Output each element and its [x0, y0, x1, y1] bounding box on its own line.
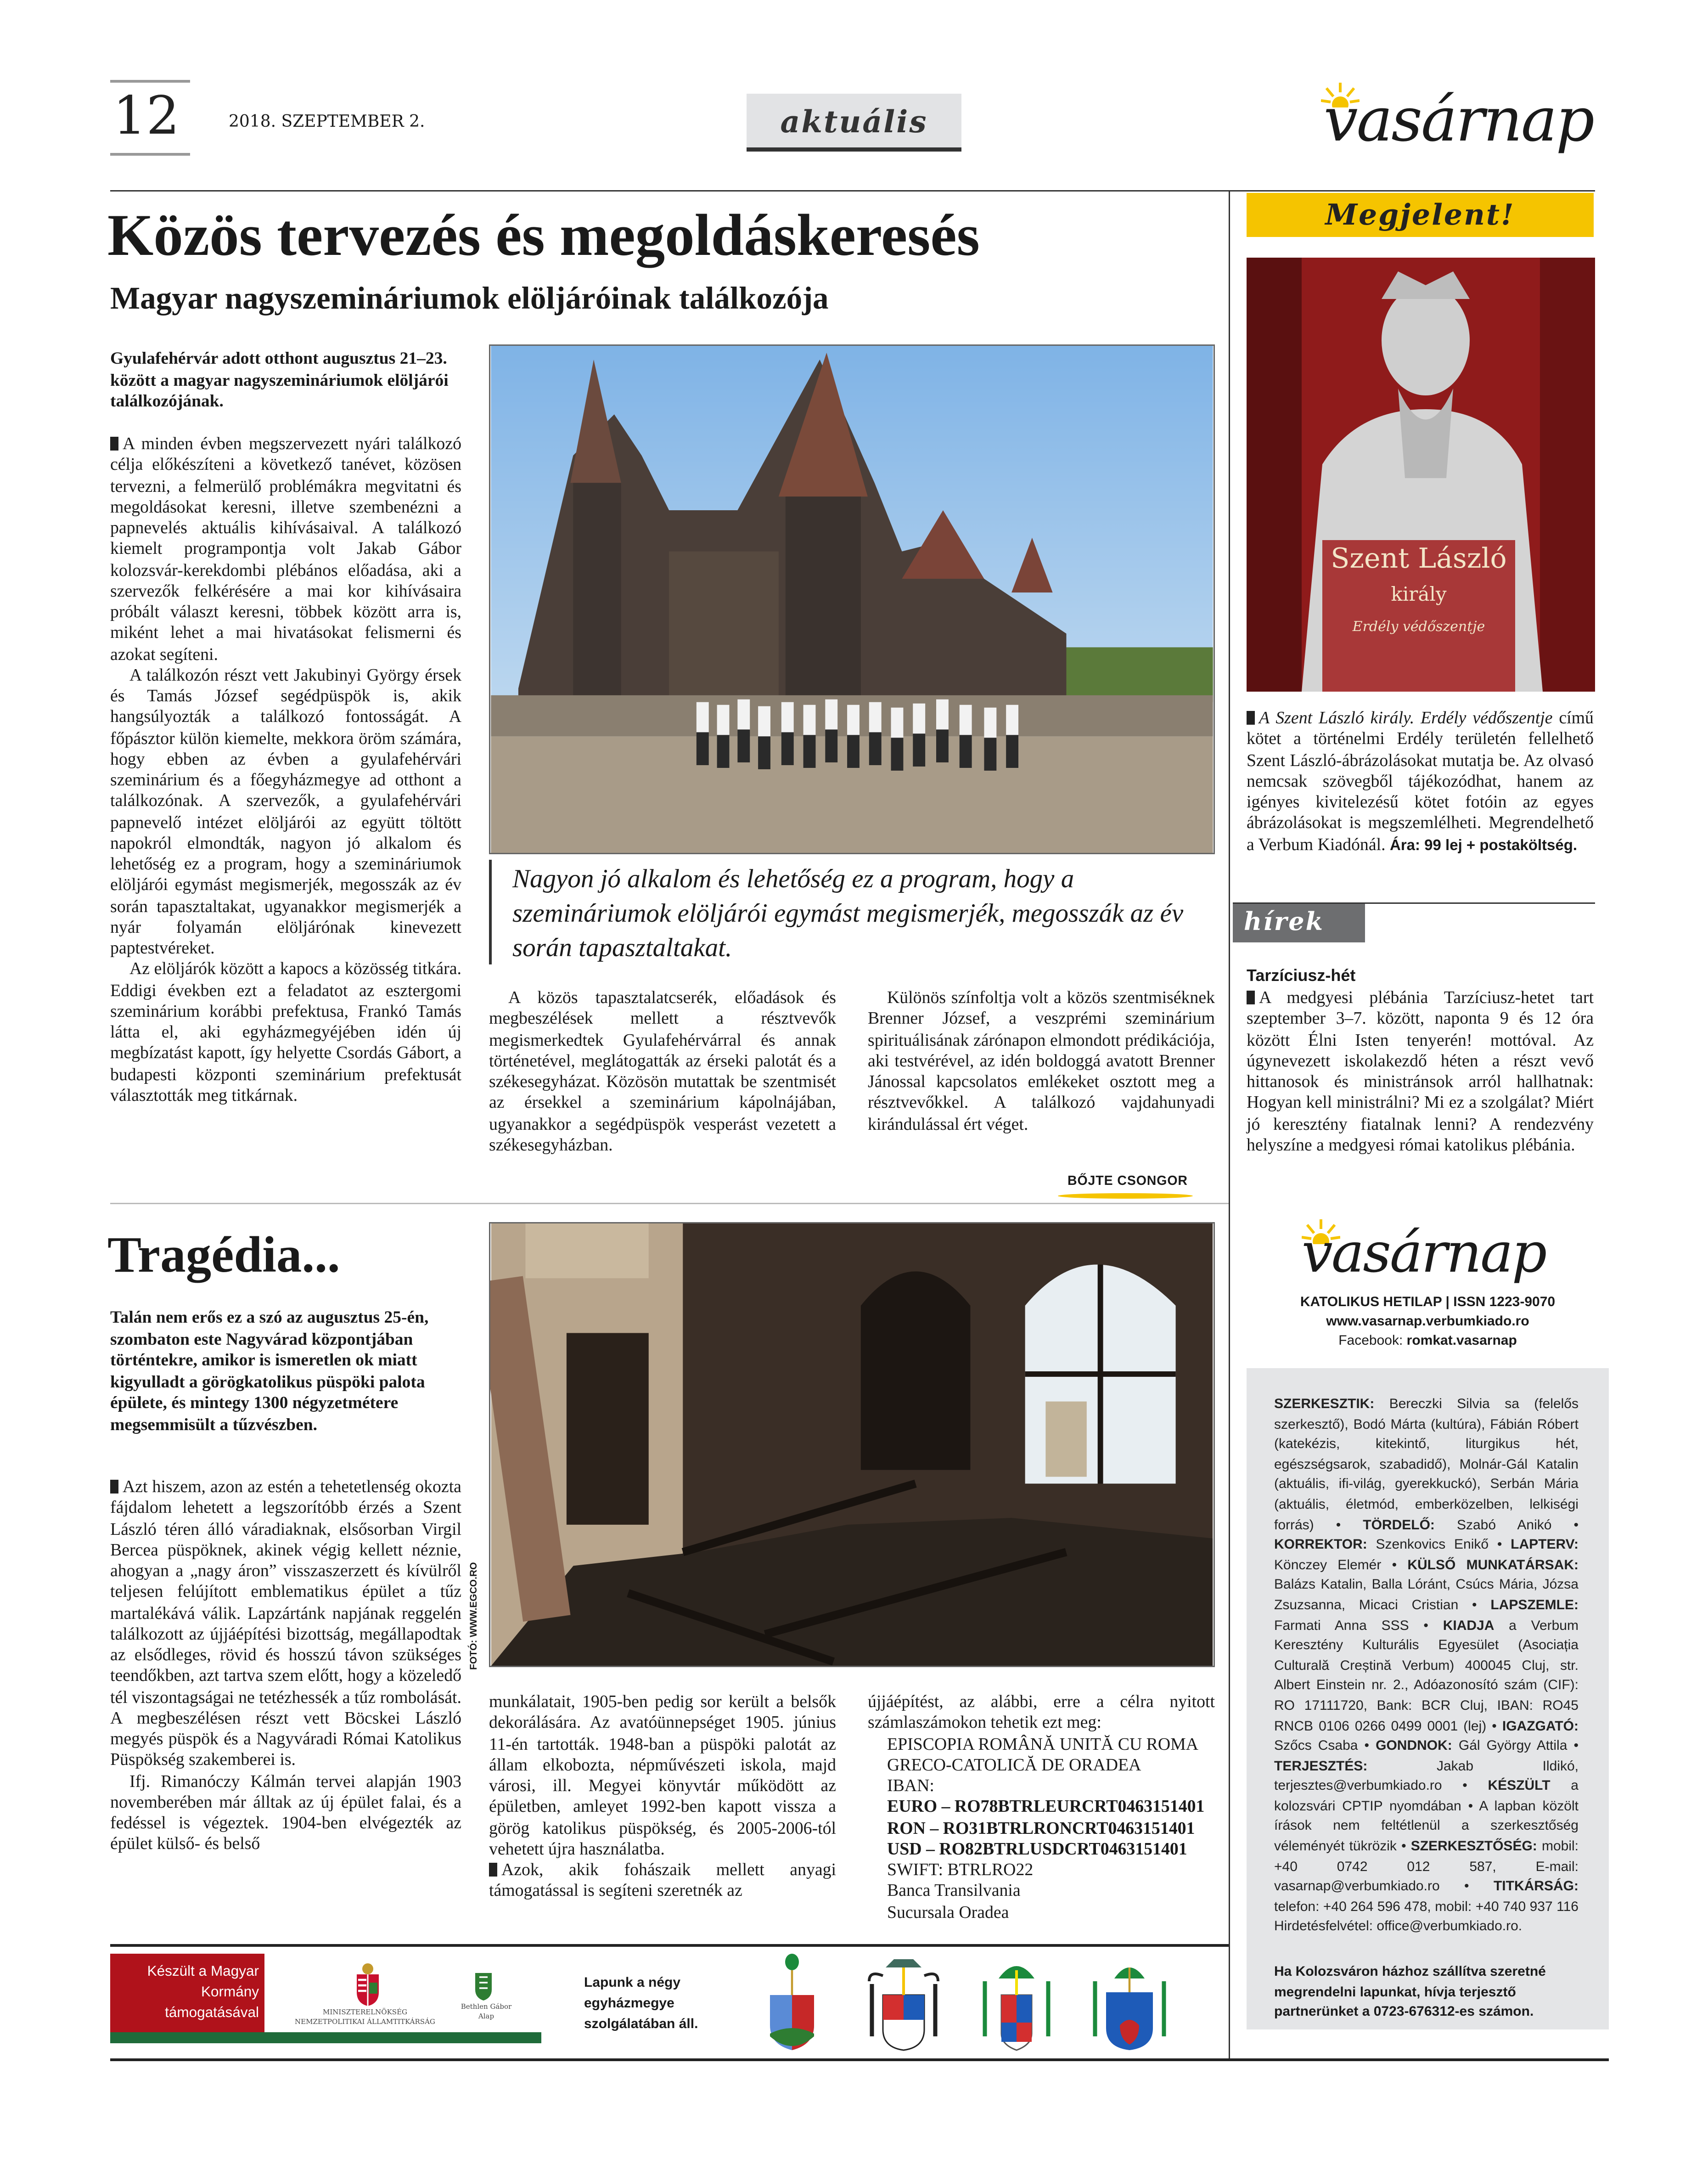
paragraph: Azok, akik fohászaik mellett anyagi támogatással is segíteni szeretnék az — [489, 1860, 836, 1900]
footer-rule-bottom — [110, 2058, 1609, 2061]
paragraph: A minden évben megszervezett nyári találkozó célja előkészíteni a következő tanévet, közösen tervezni, a felmerülő problémákra megvitatni és megoldásokat keresni, illetve szembenézni a papnevelés aktuális kihívásaival. A találkozó kiemelt programpontja volt Jakab Gábor kolozsvár-kerekdombi plébános előadása, aki a szervezők felkérésére a mai kor kihívásaira próbált választ keresni, többek között arra is, miként lehet a mai hivatásokat felismerni és azokat segíteni. — [110, 434, 461, 664]
paragraph: Azt hiszem, azon az estén a tehetetlenség okozta fájdalom lehetett a legszorítóbb érzés a Szent László téren álló váradiaknak, elsősorban Virgil Bercea püspöknek, akinek végig kellett néznie, ahogyan a „nagy áron” visszaszerzett és kívülről teljesen felújított emblematikus épület a tűz martalékává válik. Lapzártánk napjának reggelén találkozott az újjáépítési bizottság, megállapodtak az elsődleges, rövid és hosszú távon szükséges teendőkben, azt tartva szem előtt, hogy a közeledő tél viszontagságai ne tetézhessék a tűz rombolását. A megbeszélésen részt vett Böcskei László megyés püspök és a Nagyváradi Római Katolikus Püspökség szakemberei is. — [110, 1477, 461, 1770]
bank-line: Banca Transilvania — [887, 1881, 1021, 1900]
staff-role: SZERKESZTIK: — [1274, 1397, 1375, 1412]
bethlen-fund-logo-icon — [475, 1973, 492, 2001]
bank-line: EPISCOPIA ROMÂNĂ UNITĂ CU ROMA — [887, 1734, 1199, 1753]
bank-line: SWIFT: BTRLRO22 — [887, 1860, 1034, 1879]
bethlen-fund-name — [455, 2003, 518, 2023]
paragraph-marker — [1247, 711, 1255, 725]
news-body — [1247, 988, 1594, 1156]
staff-names: a kolozsvári CPTIP nyomdában • A lapban közölt írások nem feltétlenül a szerkesztőség véleményét tükrözik • — [1274, 1779, 1579, 1855]
quote-bar — [489, 860, 492, 964]
photo-credit: FOTÓ: WWW.EGCO.RO — [470, 1562, 479, 1670]
iban-line: EURO – RO78BTRLEURCRT0463151401 — [887, 1797, 1205, 1816]
section-divider — [110, 1203, 1229, 1204]
pull-quote: Nagyon jó alkalom és lehetőség ez a program, hogy a szemináriumok elöljárói egymást megismerjék, megosszák az év során tapasztaltakat. — [512, 865, 1184, 963]
bank-details — [868, 1734, 1215, 1923]
burnt-palace-photo — [489, 1222, 1215, 1667]
facebook-label: Facebook: — [1338, 1334, 1407, 1349]
masthead-facebook[interactable] — [1247, 1332, 1609, 1350]
news-title: Tarzíciusz-hét — [1247, 966, 1356, 985]
hungarian-coat-of-arms-icon — [355, 1962, 380, 2006]
paragraph: újjáépítést, az alábbi, erre a célra nyitott számlaszámokon tehetik ezt meg: — [868, 1692, 1215, 1732]
article2-column-3 — [868, 1692, 1215, 1923]
paragraph-marker — [1247, 991, 1255, 1004]
staff-role: LAPTERV: — [1511, 1538, 1579, 1553]
masthead-website[interactable]: www.vasarnap.verbumkiado.ro — [1326, 1314, 1529, 1330]
staff-names: Szabó Anikó • — [1434, 1517, 1579, 1533]
book-title-line2: király — [1391, 584, 1447, 606]
dioceses-text: Lapunk a négy egyházmegye szolgálatában áll. — [584, 1976, 698, 2032]
coat-of-arms-icon — [1081, 1954, 1178, 2053]
article-lead: Gyulafehérvár adott otthont augusztus 21–23. között a magyar nagyszemináriumok elöljárói találkozójának. — [110, 349, 449, 411]
coat-of-arms-icon — [858, 1954, 949, 2053]
gov-support-ad — [110, 1954, 541, 2046]
staff-role: SZERKESZTŐSÉG: — [1410, 1839, 1537, 1855]
issue-date: 2018. SZEPTEMBER 2. — [229, 112, 425, 131]
book-caption-text: című kötet a történelmi Erdély területén fellelhető Szent László-ábrázolásokat mutatja be. Az olvasó nemcsak szövegből tájékozódhat, hanem az igényes kivitelezésű kötet fotóin az egyes ábrázolásokat is megszemlélheti. Megrendelhető a Verbum Kiadónál. — [1247, 708, 1594, 854]
ministry-line: MINISZTERELNÖKSÉG — [322, 2009, 408, 2017]
bethlen-line: Alap — [478, 2013, 494, 2021]
delivery-note: Ha Kolozsváron házhoz szállítva szeretné megrendelni lapunkat, hívja terjesztő partnerünket a 0723-676312-es számon. — [1274, 1965, 1546, 2020]
masthead-logo — [1315, 83, 1598, 158]
bank-line: IBAN: — [887, 1776, 934, 1795]
page-number-rule-bottom — [110, 153, 190, 156]
article-column-1 — [110, 434, 461, 1106]
facebook-handle[interactable]: romkat.vasarnap — [1406, 1334, 1517, 1349]
coat-of-arms-icon — [751, 1954, 833, 2053]
article-title: Közös tervezés és megoldáskeresés — [107, 204, 980, 269]
staff-names: Szenkovics Enikő • — [1367, 1538, 1511, 1553]
paragraph: Az elöljárók között a kapocs a közösség titkára. Eddigi években ezt a feladatot az esztergomi szeminárium korábbi prefektusa, Frankó Tamás látta el, aki egyházmegyéjében idén új megbízatást kapott, így helyette Csordás Gábort, a budapesti központi szeminárium prefektusát választották meg titkárnak. — [110, 959, 461, 1105]
iban-line: RON – RO31BTRLRONCRT0463151401 — [887, 1818, 1195, 1837]
paragraph-marker — [110, 437, 118, 451]
staff-names: Könczey Elemér • — [1274, 1558, 1408, 1573]
column-divider — [1229, 192, 1230, 2060]
book-cover — [1247, 258, 1595, 692]
section-label: aktuális — [747, 94, 961, 152]
staff-names: Bereczki Silvia sa (felelős szerkesztő), Bodó Márta (kultúra), Fábián Róbert (katekézis, kitekintő, liturgikus hét, egészségsarok, szabadidő), Molnár-Gál Katalin (aktuális, ifi-világ, gyerekkuckó), Serbán Mária (aktuális, életmód, emberközelben, lelkiségi forrás) • — [1274, 1397, 1579, 1533]
staff-names: Szőcs Csaba • — [1274, 1739, 1376, 1754]
paragraph-marker — [489, 1863, 497, 1877]
book-caption — [1247, 708, 1594, 857]
news-section-label: hírek — [1233, 904, 1365, 942]
staff-names: mobil: +40 0742 012 587, E-mail: vasarnap@verbumkiado.ro • — [1274, 1839, 1579, 1895]
staff-names: Farmati Anna SSS • — [1274, 1618, 1443, 1634]
paragraph: Ifj. Rimanóczy Kálmán tervei alapján 1903 novemberében már álltak az új épület falai, és a fedéssel is végeztek. 1904-ben elvégezték az épület külső- és belső — [110, 1771, 461, 1854]
gov-green-stripe — [110, 2032, 541, 2043]
book-price: Ára: 99 lej + postaköltség. — [1390, 837, 1578, 854]
staff-role: GONDNOK: — [1376, 1739, 1452, 1754]
paragraph: A medgyesi plébánia Tarzíciusz-hetet tart szeptember 3–7. között, naponta 9 és 12 óra között Élni Isten tenyerén! mottóval. Az úgynevezett iskolakezdő héten a részt vevő hittanosok és ministránsok arról hallhatnak: Hogyan kell ministrálni? Mi ez a szolgálat? Miért jó keresztény fiatalnak lenni? A rendezvény helyszíne a medgyesi római katolikus plébánia. — [1247, 988, 1594, 1155]
article-column-3 — [868, 988, 1215, 1135]
logo-text: vasárnap — [1324, 85, 1594, 156]
coat-of-arms-icon — [971, 1954, 1062, 2053]
book-caption-title: A Szent László király. Erdély védőszentje — [1259, 708, 1553, 727]
gov-support-text: Készült a Magyar Kormány támogatásával — [147, 1963, 259, 2021]
bethlen-line: Bethlen Gábor — [461, 2003, 512, 2012]
staff-names: Jakab Ildikó, terjesztes@verbumkiado.ro • — [1274, 1759, 1579, 1794]
ministry-name — [282, 2009, 448, 2028]
header-rule — [110, 190, 1595, 192]
article2-column-2 — [489, 1692, 836, 1902]
iban-line: USD – RO82BTRLUSDCRT0463151401 — [887, 1839, 1187, 1859]
byline: BŐJTE CSONGOR — [1068, 1174, 1188, 1189]
paragraph: A közös tapasztalatcserék, előadások és megbeszélések mellett a résztvevők megismerkedtek Gyulafehérvárral és annak történetével, meglátogatták az érseki palotát és a székesegyházat. Közösön mutattak be szentmisét az érsekkel a szeminárium kápolnájában, ugyanakkor a segédpüspök vesperást vezetett a székesegyházban. — [489, 988, 836, 1155]
staff-box — [1247, 1368, 1609, 2029]
paragraph: A találkozón részt vett Jakubinyi György érsek és Tamás József segédpüspök is, akik hangsúlyozták a találkozó fontosságát. A főpásztor külön kiemelte, mekkora öröm számára, hogy ebben az évben a gyulafehérvári szeminárium és a főegyházmegye ad otthont a találkozónak. A szervezők, a gyulafehérvári papnevelő intézet elöljárói az együtt töltött napokról elmondták, nagyon jó alkalom és lehetőség ez a program, hogy a szemináriumok elöljárói egymást megismerjék, megosszák az év során tapasztaltakat, ugyanakkor megismerjék a nyár folyamán elöljárónak kinevezett paptestvéreket. — [110, 665, 461, 958]
bank-line: GRECO-CATOLICĂ DE ORADEA — [887, 1755, 1141, 1775]
staff-role: TÖRDELŐ: — [1363, 1517, 1435, 1533]
staff-names: Gál György Attila • — [1452, 1739, 1579, 1754]
paragraph: Különös színfoltja volt a közös szentmiséknek Brenner József, a veszprémi szeminárium spirituálisának zárónapon elmondott prédikációja, aki testvérével, az idén boldoggá avatott Brenner Jánossal kapcsolatos emlékeket osztott meg a résztvevőkkel. A találkozó vajdahunyadi kirándulással ért véget. — [868, 988, 1215, 1133]
staff-list — [1274, 1396, 1579, 1939]
staff-role: TITKÁRSÁG: — [1493, 1879, 1579, 1895]
book-subtitle: Erdély védőszentje — [1352, 620, 1485, 635]
staff-role: KÜLSŐ MUNKATÁRSAK: — [1407, 1558, 1579, 1573]
article2-column-1 — [110, 1477, 461, 1855]
book-title: Szent László — [1331, 541, 1507, 575]
staff-names: telefon: +40 264 596 478, mobil: +40 740 937 116 Hirdetésfelvétel: office@verbumkiado.ro. — [1274, 1899, 1579, 1935]
page-number-rule-top — [110, 80, 190, 83]
staff-role: KÉSZÜLT — [1488, 1779, 1551, 1794]
footer-rule-top — [110, 1944, 1229, 1947]
article2-title: Tragédia... — [107, 1228, 340, 1284]
staff-names: Balázs Katalin, Balla Lóránt, Csúcs Mária, Józsa Zsuzsanna, Micaci Cristian • — [1274, 1578, 1579, 1613]
staff-role: KORREKTOR: — [1274, 1538, 1367, 1553]
staff-role: KIADJA — [1443, 1618, 1494, 1634]
byline-underline — [1058, 1193, 1193, 1199]
masthead-logo-text: vasárnap — [1302, 1222, 1546, 1285]
article-subtitle: Magyar nagyszemináriumok elöljáróinak találkozója — [110, 281, 829, 316]
page-number: 12 — [113, 85, 180, 146]
staff-names: a Verbum Keresztény Kulturális Egyesület (Asociația Culturală Creștină Verbum) 400045 Cluj, str. Albert Einstein nr. 2., Adóazonosító szám (CIF): RO 17111720, Bank: BCR Cluj, IBAN: RO45 RNCB 0106 0266 0499 0001 (lej) • — [1274, 1618, 1579, 1734]
paragraph: munkálatait, 1905-ben pedig sor került a belsők dekorálására. Az avatóünnepséget 1905. június 11-én tartották. 1948-ban a püspöki palotát az állam elkobozta, népművészeti iskola, majd városi, ill. Megyei könyvtár működött az épületben, amleyet 1992-ben kapott vissza a görög katolikus püspökség, és 2005-2006-tól vehetett újra használatba. — [489, 1692, 836, 1859]
staff-role: LAPSZEMLE: — [1490, 1598, 1579, 1613]
article-column-2 — [489, 988, 836, 1156]
bank-line: Sucursala Oradea — [887, 1902, 1009, 1922]
masthead-tagline: KATOLIKUS HETILAP | ISSN 1223-9070 — [1300, 1295, 1556, 1310]
castle-group-photo — [489, 344, 1215, 854]
paragraph-marker — [110, 1480, 118, 1494]
ministry-line: NEMZETPOLITIKAI ÁLLAMTITKÁRSÁG — [295, 2018, 435, 2027]
new-release-banner: Megjelent! — [1247, 193, 1594, 237]
staff-role: IGAZGATÓ: — [1502, 1719, 1579, 1734]
staff-role: TERJESZTÉS: — [1274, 1759, 1368, 1775]
article2-lead: Talán nem erős ez a szó az augusztus 25-én, szombaton este Nagyvárad központjában történtekre, amikor is ismeretlen ok miatt kigyulladt a görögkatolikus püspöki palota épülete, és mintegy 1300 négyzetmétere megsemmisült a tűzvészben. — [110, 1308, 429, 1434]
diocese-coats-of-arms — [751, 1954, 1219, 2053]
